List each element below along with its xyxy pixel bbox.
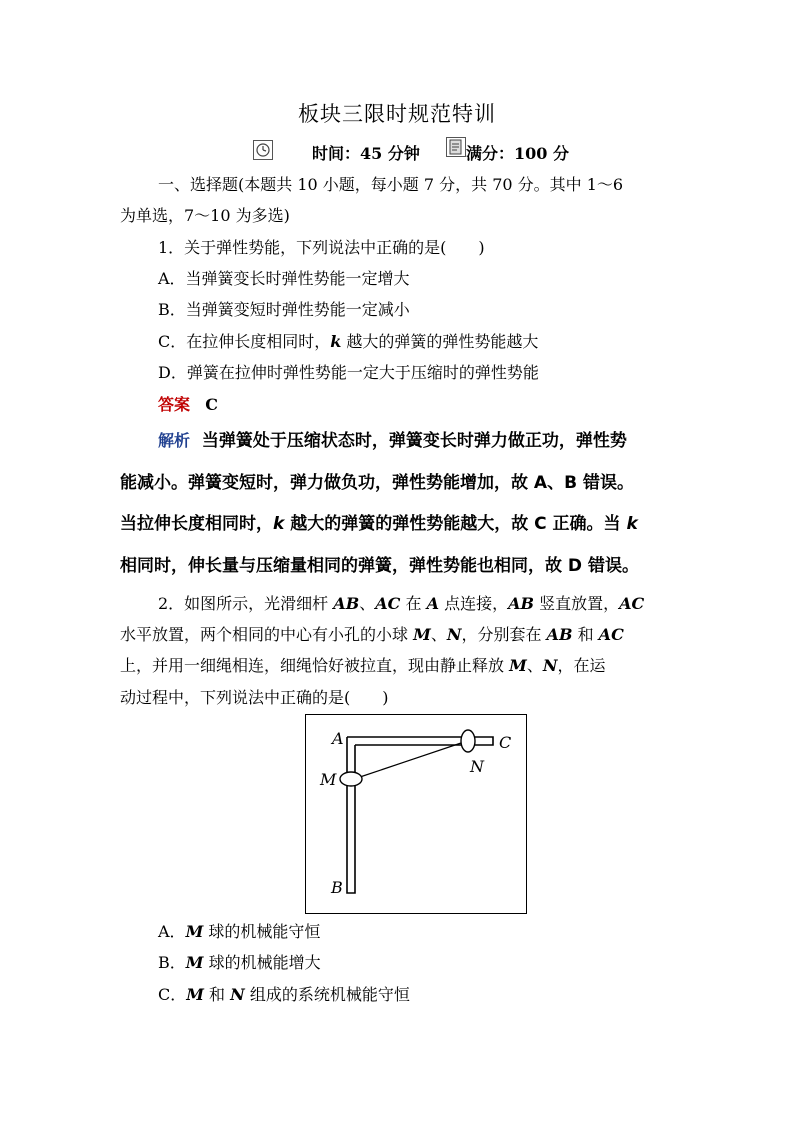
text: 和 — [203, 985, 231, 1004]
section-header-line2: 为单选，7～10 为多选) — [120, 206, 290, 225]
q1-stem: 1．关于弹性势能，下列说法中正确的是( ) — [158, 238, 485, 257]
var-ac: AC — [598, 625, 624, 644]
q2-stem-line4: 动过程中，下列说法中正确的是( ) — [120, 688, 389, 707]
text: C． — [158, 985, 187, 1004]
var-ab: AB — [333, 594, 360, 613]
score-value: 100 — [514, 144, 548, 163]
label-a: A — [332, 729, 344, 748]
text: 在 — [400, 594, 427, 613]
analysis-text-3a: 当拉伸长度相同时， — [120, 514, 273, 534]
analysis-line3 — [120, 514, 638, 534]
label-m: M — [320, 770, 337, 789]
var-m: M — [509, 656, 527, 675]
var-m: M — [185, 922, 204, 941]
text: 、 — [430, 625, 447, 644]
rod-diagram — [305, 714, 527, 914]
label-n: N — [470, 757, 484, 776]
rod-ab — [347, 737, 355, 893]
text: B． — [158, 953, 186, 972]
text: ，分别套在 — [461, 625, 547, 644]
time-value: 45 — [360, 144, 383, 163]
text: 上，并用一细绳相连，细绳恰好被拉直，现由静止释放 — [120, 656, 510, 675]
page-title: 板块三限时规范特训 — [298, 102, 496, 126]
label-b: B — [331, 878, 343, 897]
label-c: C — [499, 733, 512, 752]
text: 点连接， — [439, 594, 509, 613]
answer-label: 答案 — [158, 395, 191, 414]
analysis-text-1: 当弹簧处于压缩状态时，弹簧变长时弹力做正功，弹性势 — [201, 431, 627, 451]
section-header-line1: 一、选择题(本题共 10 小题，每小题 7 分，共 70 分。其中 1～6 — [158, 175, 624, 194]
q1-option-c-post: 越大的弹簧的弹性势能越大 — [341, 332, 539, 351]
var-n: N — [542, 656, 558, 675]
text: 竖直放置， — [534, 594, 620, 613]
q2-stem-line3 — [120, 656, 605, 676]
var-m: M — [413, 625, 431, 644]
time-unit: 分钟 — [387, 144, 420, 163]
ball-n — [461, 730, 475, 752]
var-k: k — [330, 332, 342, 351]
q1-option-c — [158, 332, 538, 352]
var-k: k — [273, 514, 285, 534]
var-k: k — [626, 514, 638, 534]
var-ac: AC — [375, 594, 401, 613]
var-ab: AB — [508, 594, 535, 613]
ball-m — [340, 772, 362, 786]
text: 、 — [359, 594, 376, 613]
var-a: A — [426, 594, 439, 613]
analysis-line4: 相同时，伸长量与压缩量相同的弹簧，弹性势能也相同，故 D 错误。 — [120, 556, 639, 576]
text: 2．如图所示，光滑细杆 — [158, 594, 334, 613]
score-paper-icon — [446, 137, 466, 157]
text: 球的机械能守恒 — [203, 922, 321, 941]
q2-option-b — [158, 953, 321, 973]
analysis-line1 — [158, 431, 627, 451]
answer-value: C — [205, 395, 219, 414]
full-score — [466, 141, 569, 164]
text: 、 — [526, 656, 543, 675]
q1-option-c-pre: C．在拉伸长度相同时， — [158, 332, 331, 351]
clock-icon — [253, 140, 273, 160]
q1-option-d: D．弹簧在拉伸时弹性势能一定大于压缩时的弹性势能 — [158, 363, 539, 382]
q2-stem-line1 — [158, 594, 644, 614]
q1-option-b: B．当弹簧变短时弹性势能一定减小 — [158, 300, 410, 319]
score-label: 满分： — [466, 144, 515, 163]
time-label: 时间： — [312, 144, 361, 163]
text: 水平放置，两个相同的中心有小孔的小球 — [120, 625, 414, 644]
text: ，在运 — [557, 656, 606, 675]
analysis-line2: 能减小。弹簧变短时，弹力做负功，弹性势能增加，故 A、B 错误。 — [120, 473, 634, 493]
analysis-text-3b: 越大的弹簧的弹性势能越大，故 C 正确。当 — [284, 514, 627, 534]
var-n: N — [446, 625, 462, 644]
var-m: M — [185, 953, 204, 972]
text: 和 — [572, 625, 599, 644]
var-ab: AB — [546, 625, 573, 644]
q2-stem-line2 — [120, 625, 624, 645]
analysis-label: 解析 — [158, 431, 191, 450]
q1-option-a: A．当弹簧变长时弹性势能一定增大 — [158, 269, 410, 288]
text: A． — [158, 922, 186, 941]
text: 球的机械能增大 — [203, 953, 321, 972]
time-limit — [312, 141, 420, 164]
q1-answer — [158, 395, 218, 415]
var-n: N — [230, 985, 245, 1004]
var-m: M — [186, 985, 204, 1004]
score-unit: 分 — [553, 144, 570, 163]
text: 组成的系统机械能守恒 — [244, 985, 410, 1004]
q2-option-a — [158, 922, 320, 942]
string — [360, 742, 464, 777]
var-ac: AC — [619, 594, 645, 613]
q2-option-c — [158, 985, 410, 1005]
